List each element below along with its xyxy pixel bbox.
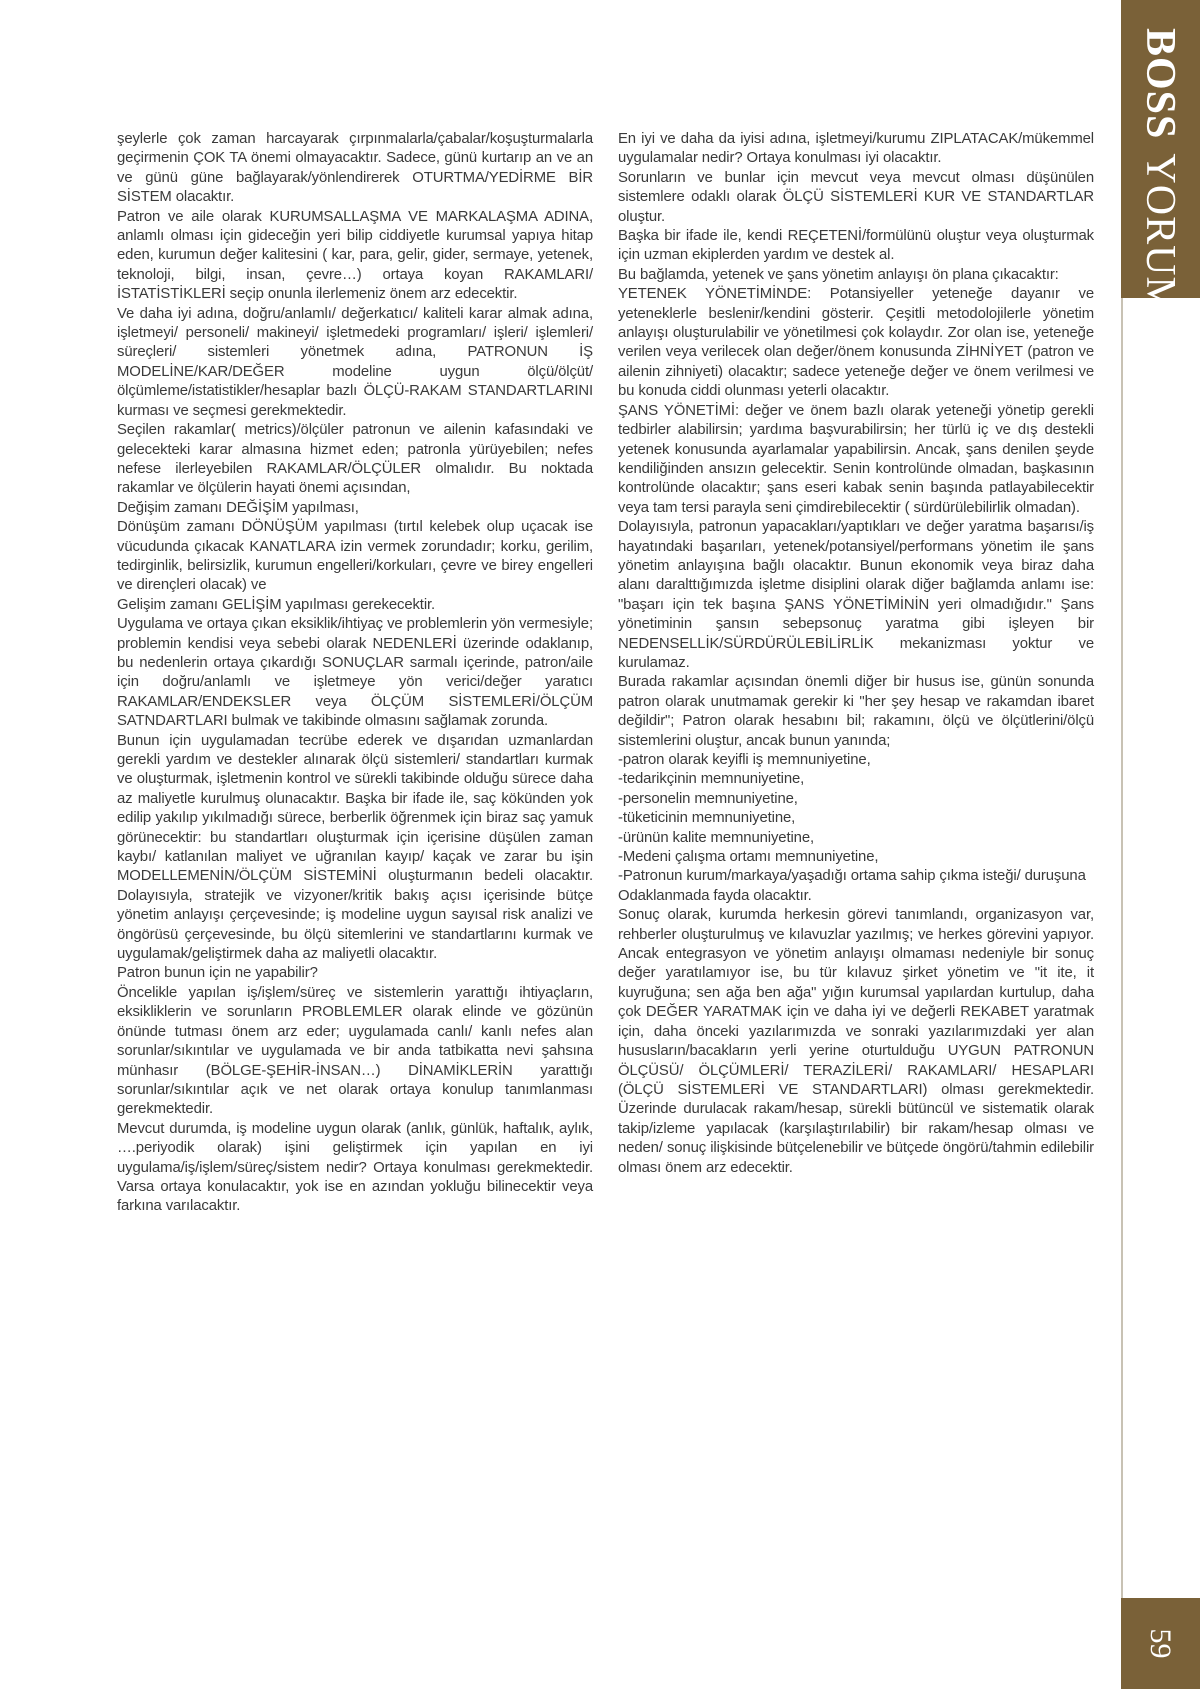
- paragraph: Odaklanmada fayda olacaktır.: [618, 887, 812, 904]
- paragraph: Sonuç olarak, kurumda herkesin görevi tanımlandı, organizasyon var, rehberler oluşturulmuş ve kılavuzlar yazılmış; ve herkes görevini yapıyor. Ancak entegrasyon ve yönetim anlayışı olmaması nedeniyle bir sonuç değer yaratılamıyor ise, bu tür kılavuz şirket yönetim ve "it ite, it kuyruğuna; sen ağa ben ağa" yığın kurumsal yapılardan kurtulup, daha çok DEĞER YARATMAK için ve daha iyi ve değerli REKABET yaratmak için, daha önceki yazılarımızda ve sonraki yazılarımızdaki yer alan hususların/bacakların yerli yerine oturtulduğu UYGUN PATRONUN ÖLÇÜSÜ/ ÖLÇÜMLERİ/ TERAZİLERİ/ RAKAMLARI/ HESAPLARI (ÖLÇÜ SİSTEMLERİ VE STANDARTLARI) olması gerekmektedir. Üzerinde durulacak rakam/hesap, sürekli bütüncül ve sistematik olarak takip/izleme yapılacak (karşılaştırılabilir) bir rakam/hesap olması ve neden/ sonuç ilişkisinde bütçelenebilir ve bütçede öngörü/tahmin edilebilir olması önem arz edecektir.: [618, 907, 1094, 1176]
- paragraph: Dönüşüm zamanı DÖNÜŞÜM yapılması (tırtıl kelebek olup uçacak ise vücudunda çıkacak KANATLARA izin vermek zorundadır; korku, gerilim, tedirginlik, belirsizlik, kurumun engelleri/korkuları, çevre ve birey engelleri ve dirençleri olacak) ve: [117, 519, 593, 594]
- list-item: -patron olarak keyifli iş memnuniyetine,: [618, 752, 871, 768]
- paragraph: Patron bunun için ne yapabilir?: [117, 965, 318, 982]
- brand-logo: BOSS: [1137, 28, 1184, 140]
- paragraph: Dolayısıyla, patronun yapacakları/yaptıkları ve değer yaratma başarısı/iş hayatındaki başarıları, yetenek/potansiyel/performans yönetim ile şans yönetim anlayışına bağlı olacaktır. Bunun ekonomik veya biraz daha alanı daralttığımızda işletme disiplini olarak diğer bağlamda anlamı ise: "başarı için tek başına ŞANS YÖNETİMİNİN yeri olmadığıdır." Şans yönetiminin şansın sebepsonuç yaratma gibi işleyen bir NEDENSELLİK/SÜRDÜRÜLEBİLİRLİK mekanizması yoktur ve kurulamaz.: [618, 519, 1094, 671]
- paragraph: Uygulama ve ortaya çıkan eksiklik/ihtiyaç ve problemlerin yön vermesiyle; problemin kendisi veya sebebi olarak NEDENLERİ üzerinde odaklanıp, bu nedenlerin ortaya çıkardığı SONUÇLAR sarmalı içerinde, patron/aile için doğru/anlamlı ve işletmeye yön verici/değer yaratıcı RAKAMLAR/ENDEKSLER veya ÖLÇÜM SİSTEMLERİ/ÖLÇÜM SATNDARTLARI bulmak ve takibinde olmasını sağlamak zorunda.: [117, 616, 593, 730]
- list-item: -tedarikçinin memnuniyetine,: [618, 771, 805, 788]
- right-text-column: [618, 130, 1094, 1178]
- page-number-band: [1121, 1598, 1200, 1689]
- paragraph: YETENEK YÖNETİMİNDE: Potansiyeller yeteneğe dayanır ve yeteneklerle beslenir/kendini gösterir. Çeşitli metodolojilerle yönetim anlayışı oluşturulabilir ve yönetilmesi çok kolaydır. Zor olan ise, yeteneğe verilen veya verilecek olan değer/önem konusunda ZİHNİYET (patron ve ailenin zihniyeti) olacaktır; sadece yeteneğe değer ve önem verilmesi ve bu konuda ciddi olunması yeterli olacaktır.: [618, 286, 1094, 400]
- list-item: -personelin memnuniyetine,: [618, 790, 798, 807]
- divider: [1121, 298, 1123, 1598]
- list-item: -ürünün kalite memnuniyetine,: [618, 829, 814, 846]
- paragraph: şeylerle çok zaman harcayarak çırpınmalarla/çabalar/koşuşturmalarla geçirmenin ÇOK TA önemi olmayacaktır. Sadece, günü kurtarıp an ve an ve günü güne bağlayarak/yönlendirerek OTURTMA/YEDİRME BİR SİSTEM olacaktır.: [117, 131, 593, 206]
- page-number: 59: [1144, 1628, 1178, 1659]
- paragraph: Bunun için uygulamadan tecrübe ederek ve dışarıdan uzmanlardan gerekli yardım ve destekler alınarak ölçü sistemleri/ standartları kurmak ve oluşturmak, işletmenin kontrol ve sürekli takibinde olduğu sürece daha az maliyetle kurulmuş olunacaktır. Başka bir ifade ile, saç kökünden yok edilip yakılıp yıkılmadığı sürece, berberlik öğrenmek için biraz saç yamuk görünecektir: bu standartları oluşturmak için içerisine düşülen zaman kaybı/ katlanılan maliyet ve uğranılan kayıp/ kaçak ve zarar bu işin MODELLEMENİN/ÖLÇÜM SİSTEMİNİ oluşturmanın bedeli olacaktır. Dolayısıyla, stratejik ve vizyoner/kritik bakış açısı içerisinde bütçe yönetim anlayışı çerçevesinde; iş modeline uygun sayısal risk analizi ve öngörüsü çerçevesinde, bu ölçü sitemlerini ve standartlarını kurmak ve uygulamak/geliştirmek daha az maliyetli olacaktır.: [117, 732, 593, 963]
- list-item: -Patronun kurum/markaya/yaşadığı ortama sahip çıkma isteği/ duruşuna: [618, 868, 1086, 885]
- left-text-column: [117, 130, 593, 1217]
- paragraph: Bu bağlamda, yetenek ve şans yönetim anlayışı ön plana çıkacaktır:: [618, 266, 1059, 283]
- side-bar: [1121, 0, 1200, 1689]
- paragraph: Değişim zamanı DEĞİŞİM yapılması,: [117, 499, 359, 516]
- list-item: -Medeni çalışma ortamı memnuniyetine,: [618, 849, 879, 866]
- section-header: [1121, 0, 1200, 315]
- paragraph: Sorunların ve bunlar için mevcut veya mevcut olması düşünülen sistemlere odaklı olarak ÖLÇÜ SİSTEMLERİ KUR VE STANDARTLAR oluştur.: [618, 169, 1094, 225]
- paragraph: Ve daha iyi adına, doğru/anlamlı/ değerkatıcı/ kaliteli karar almak adına, işletmeyi/ personeli/ makineyi/ işletmedeki programları/ işleri/ işlemleri/ süreçleri/ sistemleri yönetmek adına, PATRONUN İŞ MODELİNE/KAR/DEĞER modeline uygun ölçü/ölçüt/ölçümleme/istatistikler/hesaplar bazlı ÖLÇÜ-RAKAM STANDARTLARINI kurması ve seçmesi gerekmektedir.: [117, 305, 593, 419]
- paragraph: Başka bir ifade ile, kendi REÇETENİ/formülünü oluştur veya oluşturmak için uzman ekiplerden yardım ve destek al.: [618, 228, 1094, 264]
- paragraph: Seçilen rakamlar( metrics)/ölçüler patronun ve ailenin kafasındaki ve gelecekteki karar almasına hizmet eden; patronla yürüyebilen; nefes nefese ilerleyebilen RAKAMLAR/ÖLÇÜLER olmalıdır. Bu noktada rakamlar ve ölçülerin hayati önemi açısından,: [117, 422, 593, 497]
- section-header-band: [1121, 0, 1200, 315]
- paragraph: Öncelikle yapılan iş/işlem/süreç ve sistemlerin yarattığı ihtiyaçların, eksikliklerin ve sorunların PROBLEMLER olarak elinde ve gözünün önünde tutması önem arz eder; uygulamada canlı/ kanlı nefes alan sorunlar/sıkıntılar ve uygulamada ve bir anda tatbikatta nevi şahsına münhasır (BÖLGE-ŞEHİR-İNSAN…) DİNAMİKLERİN yarattığı sorunlar/sıkıntılar açık ve net olarak ortaya konulup tanımlanması gerekmektedir.: [117, 984, 593, 1118]
- paragraph: En iyi ve daha da iyisi adına, işletmeyi/kurumu ZIPLATACAK/mükemmel uygulamalar nedir? Ortaya konulması iyi olacaktır.: [618, 131, 1094, 167]
- paragraph: Patron ve aile olarak KURUMSALLAŞMA VE MARKALAŞMA ADINA, anlamlı olması için gideceğin yeri bilip ciddiyetle kurumsal yapıya hitap eden, kurumun değer kalitesini ( kar, para, gelir, gider, sermaye, yetenek, teknoloji, bilgi, insan, çevre…) ortaya koyan RAKAMLARI/İSTATİSTİKLERİ seçip onunla ilerlemeniz önem arz edecektir.: [117, 208, 593, 303]
- paragraph: Mevcut durumda, iş modeline uygun olarak (anlık, günlük, haftalık, aylık, ….periyodik olarak) işini geliştirmek için yapılan en iyi uygulama/iş/işlem/süreç/sistem nedir? Ortaya konulması gerekmektedir. Varsa ortaya konulacaktır, yok ise en azından yokluğu bilinecektir veya farkına varılacaktır.: [117, 1120, 593, 1215]
- paragraph: ŞANS YÖNETİMİ: değer ve önem bazlı olarak yeteneği yönetip gerekli tedbirler alabilirsin; yardıma başvurabilirsin; her türlü iç ve dış destekli yetenek konusunda ayarlamalar yapabilirsin. Ancak, şans denilen şeyde kendiliğinden ansızın gelecektir. Senin kontrolünde olmadan, başkasının kontrolünde olacaktır; şans eseri kabak senin başında patlayabilecektir veya tam tersi parayla seni çimdirebilecektir ( sürdürülebilirlik olmadan).: [618, 402, 1094, 516]
- paragraph: Burada rakamlar açısından önemli diğer bir husus ise, günün sonunda patron olarak unutmamak gerekir ki "her şey hesap ve rakamdan ibaret değildir"; Patron olarak hesabını bil; rakamını, ölçü ve ölçütlerini/ölçü sistemlerini oluştur, ancak bunun yanında;: [618, 674, 1094, 749]
- list-item: -tüketicinin memnuniyetine,: [618, 810, 796, 827]
- paragraph: Gelişim zamanı GELİŞİM yapılması gerekecektir.: [117, 596, 436, 613]
- section-title: YORUM: [1137, 153, 1184, 315]
